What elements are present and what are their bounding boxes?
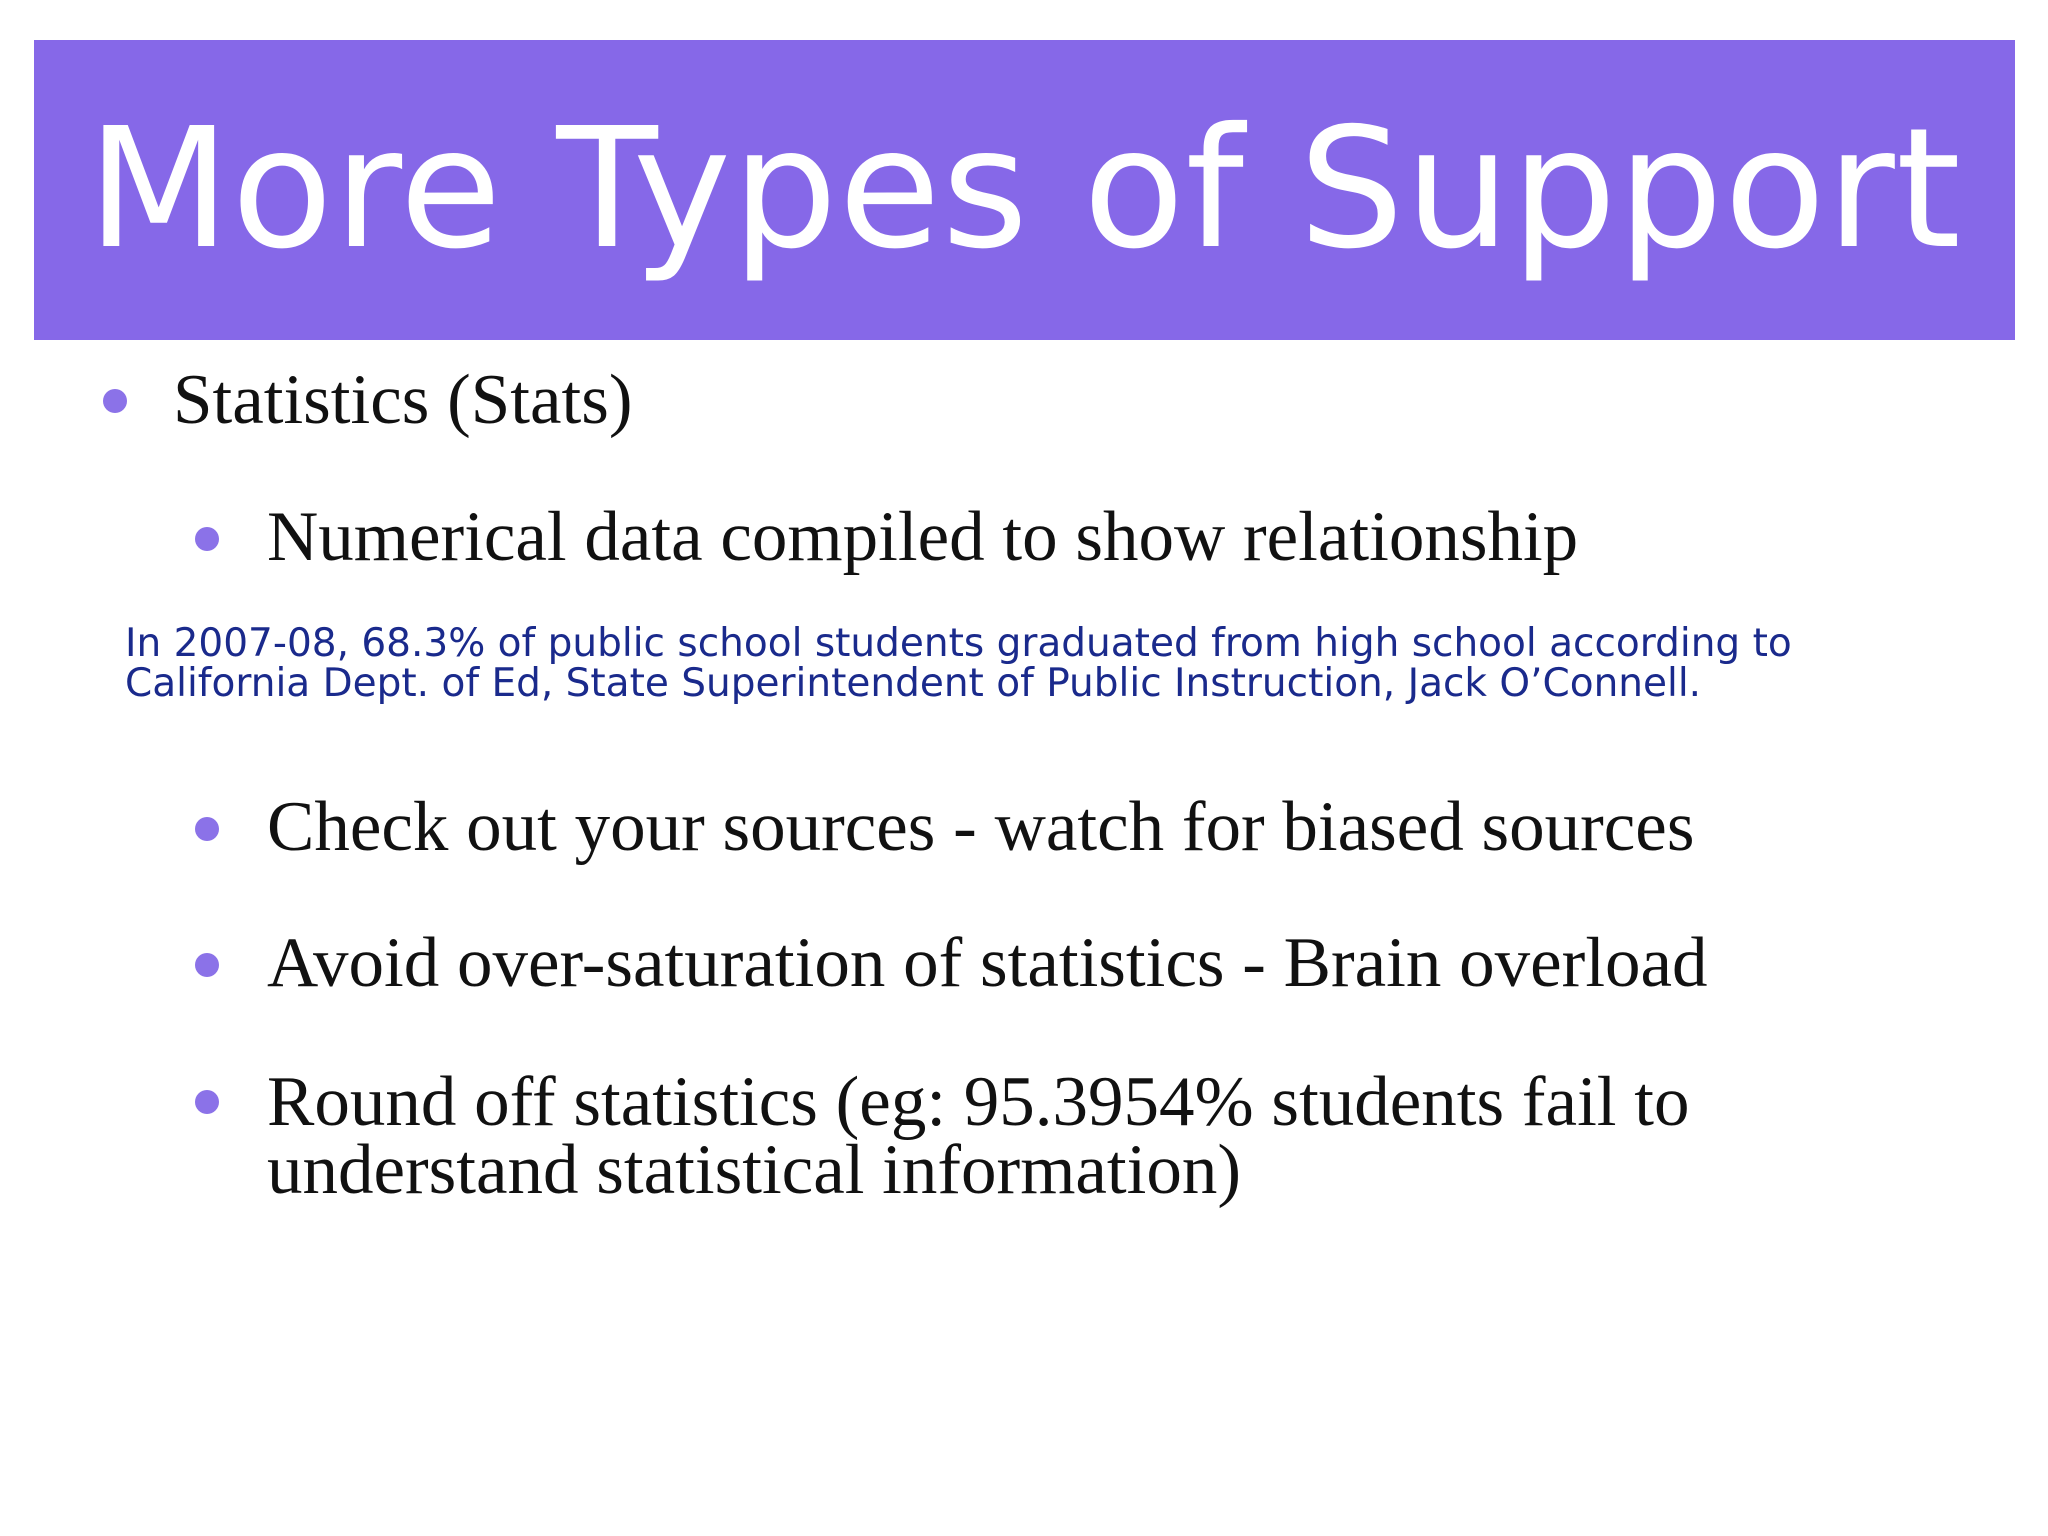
example-line-1: In 2007-08, 68.3% of public school students graduated from high school according to xyxy=(125,621,1792,666)
example-line-2: California Dept. of Ed, State Superintendent of Public Instruction, Jack O’Connell. xyxy=(125,661,1702,706)
bullet-round-off xyxy=(267,1063,1690,1209)
bullet-check-sources: Check out your sources - watch for biased sources xyxy=(267,788,1695,866)
bullet-avoid-saturation: Avoid over-saturation of statistics - Brain overload xyxy=(267,924,1708,1002)
bullet-dot-icon xyxy=(195,527,219,551)
slide-title: More Types of Support xyxy=(87,93,1962,286)
title-bar xyxy=(34,40,2015,340)
example-statistic xyxy=(125,621,1985,706)
bullet-dot-icon xyxy=(195,953,219,977)
bullet-round-off-line-1: Round off statistics (eg: 95.3954% students fail to xyxy=(267,1063,1690,1141)
bullet-round-off-line-2: understand statistical information) xyxy=(267,1131,1242,1209)
bullet-dot-icon xyxy=(195,1090,219,1114)
bullet-numerical-data: Numerical data compiled to show relationship xyxy=(267,498,1579,576)
bullet-statistics: Statistics (Stats) xyxy=(173,361,633,439)
bullet-dot-icon xyxy=(195,817,219,841)
bullet-dot-icon xyxy=(103,389,127,413)
